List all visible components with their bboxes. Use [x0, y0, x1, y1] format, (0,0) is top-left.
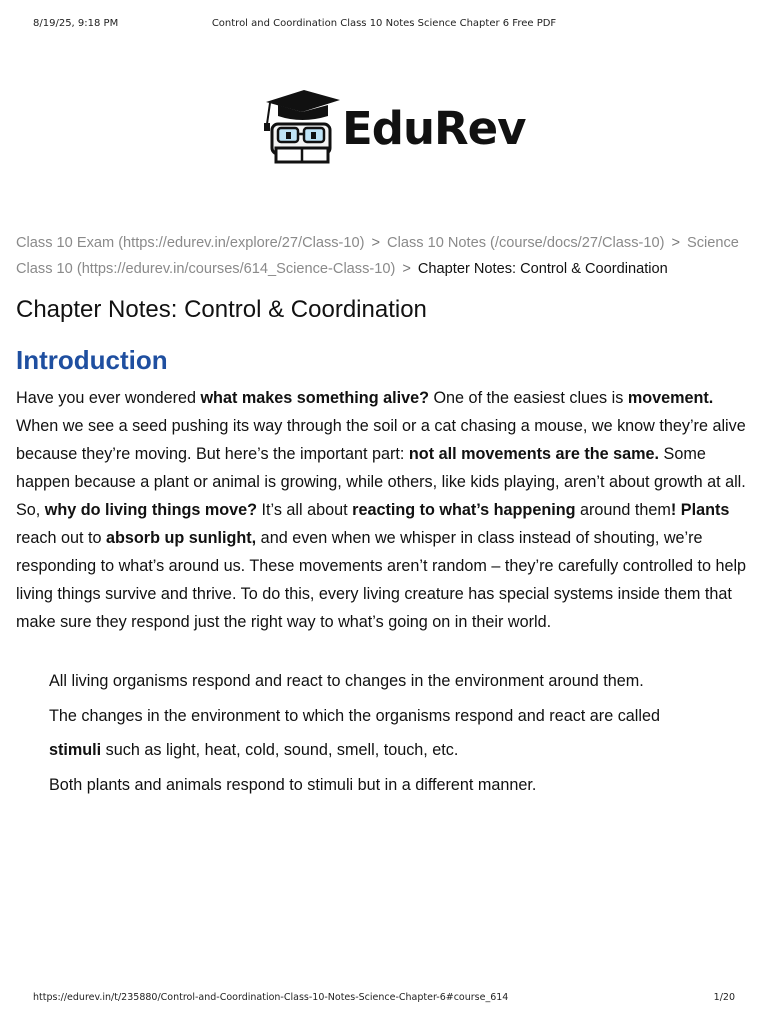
logo-text: EduRev: [342, 102, 526, 155]
bold-run: not all movements are the same.: [408, 445, 660, 463]
breadcrumb-current: Chapter Notes: Control & Coordination: [417, 261, 668, 277]
breadcrumb-separator: >: [402, 261, 411, 277]
text-run: Have you ever wondered: [16, 389, 201, 407]
page-title: Chapter Notes: Control & Coordination: [16, 296, 427, 323]
breadcrumb-separator: >: [671, 235, 680, 251]
bold-run: absorb up sunlight,: [106, 529, 257, 547]
text-run: Some happen because a plant or animal is growing, while others, like kids playing, aren’t about growth at all.: [16, 445, 746, 491]
text-run: and even when we whisper in class instead of shouting, we’re responding to what’s around us. These movements aren’t random – they’re carefully controlled to help living things survive and thrive. To do this, every living creature has special systems inside them that make sure they respond just the right way to what’s going on in their world.: [16, 529, 747, 631]
introduction-body: [16, 384, 754, 636]
text-run: One of the easiest clues is: [428, 389, 628, 407]
bold-run: reacting to what’s happening: [352, 501, 576, 519]
key-point: [49, 738, 749, 762]
bold-run: stimuli: [49, 741, 102, 759]
bold-run: why do living things move?: [44, 501, 258, 519]
print-date: 8/19/25, 9:18 PM: [33, 18, 119, 29]
key-point: Both plants and animals respond to stimuli but in a different manner.: [49, 775, 537, 794]
section-heading-introduction: Introduction: [16, 345, 168, 375]
text-run: around them: [575, 501, 671, 519]
bold-run: ! Plants: [670, 501, 730, 519]
key-point: All living organisms respond and react to changes in the environment around them.: [49, 672, 644, 690]
text-run: It’s all about: [257, 501, 353, 519]
breadcrumb-item-class10-exam[interactable]: Class 10 Exam (https://edurev.in/explore/27/Class-10): [16, 235, 365, 251]
intro-paragraph-1: [16, 384, 754, 496]
graduation-cap-mascot-icon: [258, 88, 342, 168]
breadcrumb-item-class10-notes[interactable]: Class 10 Notes (/course/docs/27/Class-10): [387, 235, 665, 251]
intro-paragraph-2: [16, 496, 754, 636]
key-point: The changes in the environment to which the organisms respond and react are called: [49, 706, 660, 725]
bold-run: what makes something alive?: [200, 389, 429, 407]
breadcrumb: [16, 230, 752, 282]
text-run: reach out to: [16, 529, 106, 547]
text-run: When we see a seed pushing its way through the soil or a cat chasing a mouse, we know they’re alive because they’re moving. But here’s the important part:: [16, 417, 746, 463]
breadcrumb-item-science-class10[interactable]: Science Class 10 (https://edurev.in/courses/614_Science-Class-10): [16, 235, 739, 277]
breadcrumb-separator: >: [371, 235, 381, 251]
edurev-logo[interactable]: [258, 88, 526, 168]
print-footer-url: https://edurev.in/t/235880/Control-and-Coordination-Class-10-Notes-Science-Chapter-6#course_614: [33, 992, 509, 1003]
text-run: So,: [16, 501, 45, 519]
print-title: Control and Coordination Class 10 Notes Science Chapter 6 Free PDF: [211, 18, 557, 29]
bold-run: movement.: [627, 389, 714, 407]
print-page-number: 1/20: [713, 992, 735, 1003]
text-run: such as light, heat, cold, sound, smell, touch, etc.: [101, 741, 459, 759]
key-points: [49, 669, 749, 807]
